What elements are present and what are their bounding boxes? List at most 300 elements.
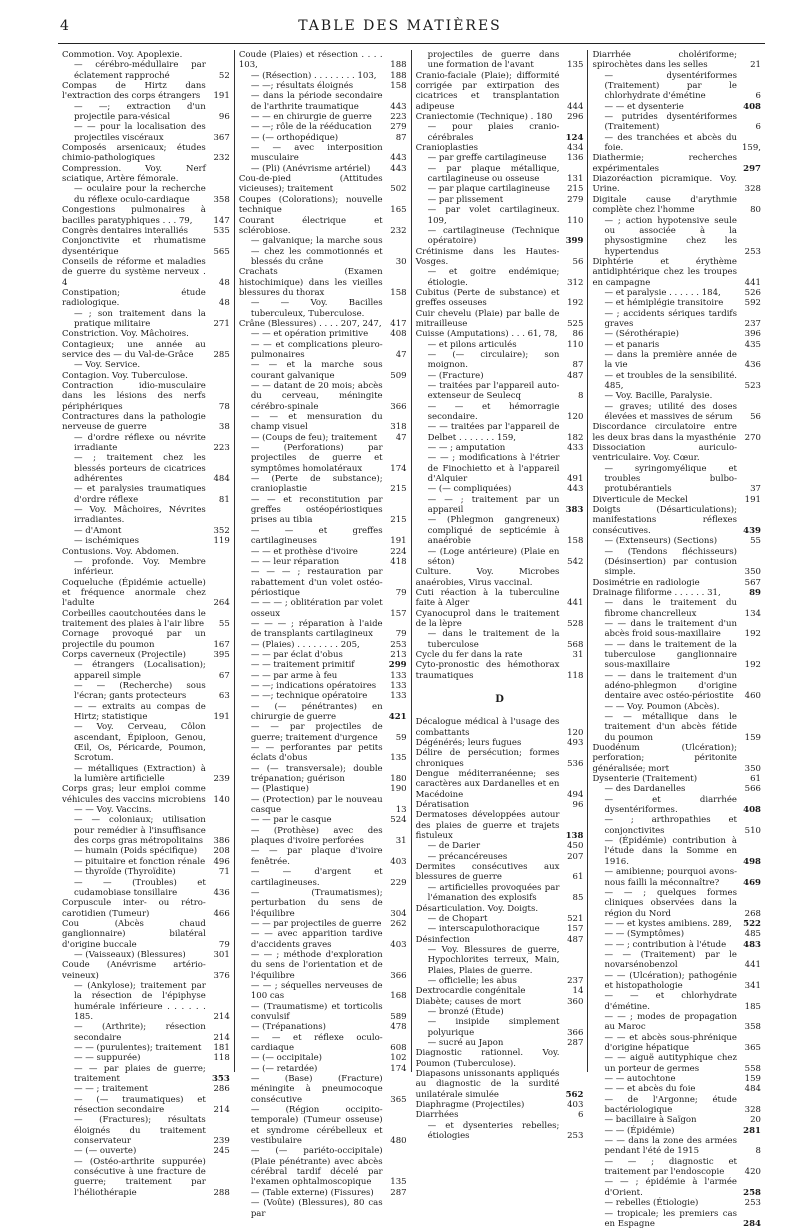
entry-text: — (Perte de substance); cranioplastie bbox=[251, 474, 383, 494]
entry-text: Décalogue médical à l'usage des combattants bbox=[416, 717, 560, 737]
index-entry bbox=[592, 929, 761, 939]
entry-text: — — Voy. Poumon (Abcès). bbox=[604, 702, 719, 712]
entry-text: — — par projectiles de guerre; traitement d'urgence bbox=[251, 722, 383, 742]
entry-text: — ischémiques bbox=[74, 536, 139, 546]
entry-text: Contagion. Voy. Tuberculose. bbox=[62, 371, 188, 381]
index-entry bbox=[239, 267, 407, 298]
entry-text: Culture. Voy. Microbes anaérobies, Virus vaccinal. bbox=[416, 567, 560, 587]
entry-text: Désinfection bbox=[416, 935, 470, 945]
entry-text: — — en chirurgie de guerre bbox=[251, 112, 372, 122]
entry-page: 281 bbox=[743, 1126, 761, 1136]
entry-page: 181 bbox=[213, 1043, 229, 1053]
index-entry bbox=[592, 71, 761, 102]
entry-text: — (Ostéo-arthrite suppurée) consécutive à une fracture de guerre; traitement par l'héliothérapie bbox=[74, 1157, 206, 1198]
entry-text: — (— pénétrantes) en chirurgie de guerre bbox=[251, 702, 383, 722]
entry-page: 328 bbox=[745, 1105, 761, 1115]
index-entry bbox=[416, 997, 584, 1007]
entry-text: Délire de persécution; formes chroniques bbox=[416, 748, 560, 768]
entry-page: 487 bbox=[567, 935, 583, 945]
entry-text: — — (Troubles) et cudamobiase tonsillaire bbox=[74, 878, 206, 898]
index-entry bbox=[239, 81, 407, 91]
entry-page: 535 bbox=[213, 226, 229, 236]
entry-text: — — ; quelques formes cliniques observées dans la région du Nord bbox=[604, 888, 737, 919]
entry-text: — de Darier bbox=[428, 841, 480, 851]
entry-page: 396 bbox=[745, 329, 761, 339]
entry-page: 192 bbox=[567, 298, 583, 308]
entry-text: — (— compliquées) bbox=[428, 484, 512, 494]
entry-page: 285 bbox=[213, 350, 229, 360]
entry-page: 441 bbox=[567, 598, 583, 608]
entry-page: 253 bbox=[567, 1131, 583, 1141]
entry-page: 71 bbox=[219, 867, 230, 877]
entry-text: — — Voy. Bacilles tuberculeux, Tuberculose. bbox=[251, 298, 383, 318]
index-entry bbox=[592, 443, 761, 464]
entry-text: — dans le traitement de la tuberculose bbox=[428, 629, 560, 649]
index-entry bbox=[592, 743, 761, 774]
index-entry bbox=[62, 526, 230, 536]
index-entry bbox=[239, 474, 407, 495]
entry-text: Cornage provoqué par un projectile du poumon bbox=[62, 629, 206, 649]
entry-text: — métalliques (Extraction) à la lumière artificielle bbox=[74, 764, 206, 784]
index-entry bbox=[239, 329, 407, 339]
index-entry bbox=[416, 495, 584, 516]
entry-page: 443 bbox=[567, 484, 583, 494]
index-entry bbox=[239, 1198, 407, 1219]
entry-page: 439 bbox=[743, 526, 761, 536]
entry-page: 87 bbox=[573, 360, 584, 370]
index-entry bbox=[62, 340, 230, 361]
entry-page: 8 bbox=[578, 391, 583, 401]
entry-text: Désarticulation. Voy. Doigts. bbox=[416, 904, 538, 914]
entry-page: 138 bbox=[566, 831, 584, 841]
entry-page: 188 bbox=[390, 71, 406, 81]
entry-text: — et pilons articulés bbox=[428, 340, 517, 350]
entry-page: 403 bbox=[390, 940, 406, 950]
entry-text: — traitées par l'appareil auto-extenseur de Seulecq bbox=[428, 381, 560, 401]
index-entry bbox=[592, 1209, 761, 1229]
entry-page: 450 bbox=[567, 841, 583, 851]
entry-page: 158 bbox=[390, 288, 406, 298]
entry-text: Cranioplasties bbox=[416, 143, 478, 153]
entry-text: — amibienne; pourquoi avons-nous failli la méconnaître? bbox=[604, 867, 737, 887]
entry-page: 133 bbox=[390, 691, 406, 701]
entry-text: — dysentériformes (Traitement) par le chlorhydrate d'émétine bbox=[604, 71, 737, 102]
entry-page: 135 bbox=[390, 753, 406, 763]
index-entry bbox=[239, 557, 407, 567]
entry-page: 376 bbox=[213, 971, 229, 981]
entry-page: 443 bbox=[390, 153, 406, 163]
index-entry bbox=[416, 112, 584, 122]
entry-page: 232 bbox=[213, 153, 229, 163]
entry-page: 366 bbox=[567, 1028, 583, 1038]
entry-text: — et paralysie . . . . . . 184, bbox=[604, 288, 720, 298]
entry-text: — par plaque cartilagineuse bbox=[428, 184, 550, 194]
entry-page: 245 bbox=[213, 1146, 229, 1156]
entry-page: 399 bbox=[566, 236, 584, 246]
index-entry bbox=[239, 795, 407, 816]
entry-page: 279 bbox=[390, 122, 406, 132]
index-entry bbox=[592, 422, 761, 443]
entry-page: 525 bbox=[567, 319, 583, 329]
entry-text: — (Plastique) bbox=[251, 784, 309, 794]
index-entry bbox=[239, 1033, 407, 1054]
index-entry bbox=[62, 609, 230, 630]
entry-text: — par plaque métallique, cartilagineuse ou osseuse bbox=[428, 164, 560, 184]
entry-text: — Voy. Cerveau, Côlon ascendant, Épiploon, Genou, Œil, Os, Péricarde, Poumon, Scrotum. bbox=[74, 722, 206, 763]
entry-page: 443 bbox=[390, 102, 406, 112]
index-entry bbox=[416, 883, 584, 904]
entry-text: — — — ; oblitération par volet osseux bbox=[251, 598, 383, 618]
index-entry bbox=[592, 288, 761, 298]
index-entry bbox=[416, 1017, 584, 1038]
index-entry bbox=[239, 319, 407, 329]
entry-page: 192 bbox=[745, 660, 761, 670]
entry-page: 87 bbox=[396, 133, 407, 143]
index-entry bbox=[416, 329, 584, 339]
entry-page: 469 bbox=[743, 878, 761, 888]
entry-text: — graves; utilité des doses élevées et massives de sérum bbox=[604, 402, 737, 422]
index-entry bbox=[592, 578, 761, 588]
index-entry bbox=[239, 360, 407, 381]
entry-page: 510 bbox=[745, 826, 761, 836]
entry-text: — des tranchées et abcès du foie. bbox=[604, 133, 737, 153]
entry-page: 56 bbox=[750, 412, 761, 422]
entry-text: — — suppurée) bbox=[74, 1053, 140, 1063]
entry-text: — (Sérothérapie) bbox=[604, 329, 679, 339]
entry-page: 191 bbox=[745, 495, 761, 505]
entry-text: — Voy. Service. bbox=[74, 360, 140, 370]
entry-page: 566 bbox=[745, 784, 761, 794]
entry-page: 480 bbox=[390, 1136, 406, 1146]
entry-text: — dans la première année de la vie bbox=[604, 350, 737, 370]
entry-page: 434 bbox=[567, 143, 583, 153]
entry-page: 135 bbox=[567, 60, 583, 70]
entry-page: 328 bbox=[745, 184, 761, 194]
index-entry bbox=[592, 133, 761, 154]
entry-page: 157 bbox=[390, 609, 406, 619]
index-entry bbox=[416, 247, 584, 268]
index-entry bbox=[239, 443, 407, 474]
index-entry bbox=[62, 205, 230, 226]
entry-text: — — traitement primitif bbox=[251, 660, 355, 670]
index-entry bbox=[592, 836, 761, 867]
entry-text: — — ; contribution à l'étude bbox=[604, 940, 726, 950]
entry-page: 232 bbox=[390, 226, 406, 236]
index-entry bbox=[62, 764, 230, 785]
index-entry bbox=[416, 852, 584, 862]
index-entry bbox=[416, 986, 584, 996]
index-entry bbox=[416, 453, 584, 484]
entry-text: Conjonctivite et rhumatisme dysentérique bbox=[62, 236, 206, 256]
entry-text: Diazoréaction picramique. Voy. Urine. bbox=[592, 174, 737, 194]
entry-page: 460 bbox=[745, 691, 761, 701]
entry-text: — — avec interposition musculaire bbox=[251, 143, 383, 163]
index-entry bbox=[416, 122, 584, 143]
entry-page: 297 bbox=[743, 164, 761, 174]
entry-text: — — ; diagnostic et traitement par l'endoscopie bbox=[604, 1157, 737, 1177]
entry-text: Dératisation bbox=[416, 800, 470, 810]
entry-text: — thyroïde (Thyroïdite) bbox=[74, 867, 176, 877]
entry-text: — ; action hypotensive seule ou associée à la physostigmine chez les hypertendus bbox=[604, 216, 737, 257]
entry-page: 296 bbox=[567, 112, 583, 122]
index-entry bbox=[239, 1188, 407, 1198]
index-entry bbox=[239, 216, 407, 237]
entry-text: — — extraits au compas de Hirtz; statistique bbox=[74, 702, 206, 722]
entry-page: 288 bbox=[213, 1188, 229, 1198]
entry-text: — de Chopart bbox=[428, 914, 488, 924]
index-entry bbox=[416, 810, 584, 841]
entry-page: 110 bbox=[567, 340, 583, 350]
index-entry bbox=[592, 774, 761, 784]
index-entry bbox=[416, 862, 584, 883]
entry-text: Constriction. Voy. Mâchoires. bbox=[62, 329, 189, 339]
entry-page: 287 bbox=[390, 1188, 406, 1198]
index-entry bbox=[416, 371, 584, 381]
index-entry bbox=[239, 1022, 407, 1032]
entry-page: 491 bbox=[567, 474, 583, 484]
entry-page: 158 bbox=[390, 81, 406, 91]
index-entry bbox=[416, 226, 584, 247]
entry-text: — (— orthopédique) bbox=[251, 133, 338, 143]
entry-page: 31 bbox=[573, 650, 584, 660]
page-header bbox=[0, 18, 800, 38]
index-entry bbox=[62, 784, 230, 805]
entry-page: 494 bbox=[567, 790, 583, 800]
entry-text: Cycle du fer dans la rate bbox=[416, 650, 523, 660]
entry-text: — (Protection) par le nouveau casque bbox=[251, 795, 383, 815]
entry-text: Crétinisme dans les Hautes-Vosges. bbox=[416, 247, 560, 267]
index-entry bbox=[62, 433, 230, 454]
entry-text: — et hémiplégie transitoire bbox=[604, 298, 723, 308]
index-entry bbox=[239, 433, 407, 443]
index-entry bbox=[592, 547, 761, 578]
entry-text: — oculaire pour la recherche du réflexe oculo-cardiaque bbox=[74, 184, 206, 204]
entry-text: — cartilagineuse (Technique opératoire) bbox=[428, 226, 560, 246]
entry-text: — humain (Poids spécifique) bbox=[74, 846, 197, 856]
index-entry bbox=[62, 102, 230, 123]
entry-page: 420 bbox=[745, 1167, 761, 1177]
entry-page: 182 bbox=[567, 433, 583, 443]
entry-page: 20 bbox=[750, 1115, 761, 1125]
index-entry bbox=[239, 619, 407, 640]
entry-text: Discordance circulatoire entre les deux bras dans la myasthénie bbox=[592, 422, 737, 442]
entry-page: 433 bbox=[567, 443, 583, 453]
entry-text: Dosimétrie en radiologie bbox=[592, 578, 699, 588]
entry-text: Diapasons unissonants appliqués au diagnostic de la surdité unilatérale simulée bbox=[416, 1069, 560, 1100]
entry-text: — ; traitement chez les blessés porteurs de cicatrices adhérentes bbox=[74, 453, 206, 484]
entry-text: — d'Amont bbox=[74, 526, 121, 536]
entry-page: 188 bbox=[390, 60, 406, 70]
entry-page: 55 bbox=[219, 619, 230, 629]
entry-text: — (Coups de feu); traitement bbox=[251, 433, 377, 443]
index-entry bbox=[62, 329, 230, 339]
index-columns bbox=[58, 50, 765, 1072]
entry-text: — ; son traitement dans la pratique militaire bbox=[74, 309, 206, 329]
entry-page: 223 bbox=[213, 443, 229, 453]
index-entry bbox=[592, 1126, 761, 1136]
entry-page: 608 bbox=[390, 1043, 406, 1053]
entry-page: 214 bbox=[213, 1012, 229, 1022]
entry-text: Cyanocuprol dans le traitement de la lèpre bbox=[416, 609, 560, 629]
entry-text: — — et greffes cartilagineuses bbox=[251, 526, 383, 546]
index-entry bbox=[62, 164, 230, 185]
entry-text: — (— retardée) bbox=[251, 1064, 318, 1074]
index-entry bbox=[592, 102, 761, 112]
entry-page: 441 bbox=[745, 960, 761, 970]
entry-text: Conseils de réforme et maladies de guerre du système nerveux . 4 bbox=[62, 257, 206, 288]
index-entry bbox=[592, 867, 761, 888]
entry-page: 299 bbox=[389, 660, 407, 670]
entry-page: 79 bbox=[396, 588, 407, 598]
entry-text: — — et opération primitive bbox=[251, 329, 368, 339]
entry-text: Coqueluche (Épidémie actuelle) et fréquence anormale chez l'adulte bbox=[62, 578, 206, 609]
index-entry bbox=[592, 619, 761, 640]
entry-text: — insipide simplement polyurique bbox=[428, 1017, 560, 1037]
entry-text: — artificielles provoquées par l'émanation des explosifs bbox=[428, 883, 560, 903]
index-entry bbox=[62, 1157, 230, 1198]
entry-page: 341 bbox=[745, 981, 761, 991]
index-entry bbox=[592, 1012, 761, 1033]
entry-page: 403 bbox=[390, 857, 406, 867]
entry-page: 502 bbox=[390, 184, 406, 194]
index-entry bbox=[592, 391, 761, 401]
entry-text: — —; rôle de la rééducation bbox=[251, 122, 372, 132]
entry-text: — (Perforations) par projectiles de guerre et symptômes homolatéraux bbox=[251, 443, 383, 474]
index-entry bbox=[62, 878, 230, 899]
entry-page: 13 bbox=[396, 805, 407, 815]
index-entry bbox=[62, 547, 230, 557]
entry-text: Cubitus (Perte de substance) et greffes osseuses bbox=[416, 288, 560, 308]
index-entry bbox=[416, 205, 584, 226]
entry-text: Congrès dentaires interalliés bbox=[62, 226, 188, 236]
index-column-2 bbox=[235, 50, 412, 1072]
index-entry bbox=[592, 640, 761, 671]
entry-text: — (— traumatiques) et résection secondaire bbox=[74, 1095, 206, 1115]
entry-page: 408 bbox=[743, 805, 761, 815]
entry-page: 493 bbox=[567, 738, 583, 748]
entry-text: — (— pariéto-occipitale) (Plaie pénétrante) avec abcès cérébral tardif décelé par l'examen ophtalmoscopique bbox=[251, 1146, 383, 1187]
entry-text: Diaphragme (Projectiles) bbox=[416, 1100, 525, 1110]
entry-text: Crachats (Examen histochimique) dans les vieilles blessures du thorax bbox=[239, 267, 383, 298]
entry-page: 14 bbox=[573, 986, 584, 996]
entry-page: 118 bbox=[213, 1053, 229, 1063]
entry-text: — et goitre endémique; étiologie. bbox=[428, 267, 560, 287]
entry-page: 167 bbox=[213, 640, 229, 650]
entry-text: — putrides dysentériformes (Traitement) bbox=[604, 112, 737, 132]
entry-page: 262 bbox=[390, 919, 406, 929]
entry-page: 522 bbox=[743, 919, 761, 929]
entry-text: projectiles de guerre dans une formation de l'avant bbox=[428, 50, 560, 70]
entry-text: — — (Traitement) par le novarsénobenzol bbox=[604, 950, 737, 970]
entry-text: Contractures dans la pathologie nerveuse de guerre bbox=[62, 412, 206, 432]
entry-page: 542 bbox=[567, 557, 583, 567]
entry-page: 8 bbox=[756, 1146, 761, 1156]
entry-text: — — et complications pleuro-pulmonaires bbox=[251, 340, 383, 360]
entry-page: 38 bbox=[219, 422, 230, 432]
entry-page: 192 bbox=[745, 629, 761, 639]
entry-page: 352 bbox=[213, 526, 229, 536]
entry-text: — (Région occipito-temporale) (Tumeur osseuse) et syndrome cérébelleux et vestibulaire bbox=[251, 1105, 383, 1146]
index-entry bbox=[62, 1022, 230, 1043]
index-entry bbox=[592, 784, 761, 794]
index-entry bbox=[239, 412, 407, 433]
entry-page: 124 bbox=[566, 133, 584, 143]
entry-page: 358 bbox=[213, 195, 229, 205]
entry-page: 191 bbox=[213, 91, 229, 101]
entry-text: — — pour la localisation des projectiles viscéraux bbox=[74, 122, 206, 142]
index-entry bbox=[62, 288, 230, 309]
entry-page: 521 bbox=[567, 914, 583, 924]
entry-page: 386 bbox=[213, 836, 229, 846]
entry-page: 568 bbox=[567, 640, 583, 650]
index-entry bbox=[416, 484, 584, 494]
entry-page: 271 bbox=[213, 319, 229, 329]
index-entry bbox=[592, 991, 761, 1012]
entry-text: — — ; séquelles nerveuses de 100 cas bbox=[251, 981, 383, 1001]
entry-page: 89 bbox=[749, 588, 761, 598]
entry-text: — et panaris bbox=[604, 340, 659, 350]
index-entry bbox=[62, 815, 230, 846]
entry-page: 350 bbox=[745, 764, 761, 774]
entry-page: 48 bbox=[219, 278, 230, 288]
entry-page: 79 bbox=[219, 940, 230, 950]
entry-page: 418 bbox=[390, 557, 406, 567]
index-entry bbox=[592, 340, 761, 350]
entry-text: Corps caverneux (Projectile) bbox=[62, 650, 186, 660]
entry-text: — — ; traitement bbox=[74, 1084, 148, 1094]
entry-page: 523 bbox=[745, 381, 761, 391]
index-entry bbox=[62, 184, 230, 205]
entry-page: 237 bbox=[745, 319, 761, 329]
entry-page: 239 bbox=[213, 774, 229, 784]
index-entry bbox=[62, 360, 230, 370]
index-entry bbox=[592, 174, 761, 195]
index-entry bbox=[416, 1048, 584, 1069]
entry-text: — profonde. Voy. Membre inférieur. bbox=[74, 557, 206, 577]
entry-page: 403 bbox=[567, 1100, 583, 1110]
index-entry bbox=[592, 795, 761, 816]
entry-page: 395 bbox=[213, 650, 229, 660]
entry-text: — — et kystes amibiens. 289, bbox=[604, 919, 731, 929]
index-entry bbox=[592, 1198, 761, 1208]
index-entry bbox=[592, 1136, 761, 1157]
entry-page: 253 bbox=[390, 640, 406, 650]
index-entry bbox=[416, 340, 584, 350]
entry-text: Cranio-faciale (Plaie); difformité corrigée par extirpation des cicatrices et transplantation adipeuse bbox=[416, 71, 560, 112]
entry-page: 140 bbox=[213, 795, 229, 805]
index-entry bbox=[239, 236, 407, 267]
entry-page: 213 bbox=[390, 650, 406, 660]
entry-page: 526 bbox=[745, 288, 761, 298]
header-rule bbox=[58, 43, 765, 44]
entry-text: Dengue méditerranéenne; ses caractères aux Dardanelles et en Macédoine bbox=[416, 769, 560, 800]
index-entry bbox=[416, 1121, 584, 1142]
index-entry bbox=[62, 557, 230, 578]
entry-text: Coude (Plaies) et résection . . . . 103, bbox=[239, 50, 383, 70]
entry-page: 208 bbox=[213, 846, 229, 856]
entry-page: 367 bbox=[213, 133, 229, 143]
index-entry bbox=[416, 738, 584, 748]
index-entry bbox=[62, 650, 230, 660]
index-entry bbox=[62, 1084, 230, 1094]
entry-text: — cérébro-médullaire par éclatement rapproché bbox=[74, 60, 206, 80]
index-entry bbox=[239, 681, 407, 691]
entry-page: 478 bbox=[390, 1022, 406, 1032]
index-column-4 bbox=[588, 50, 765, 1072]
entry-text: Corps gras; leur emploi comme véhicules des vaccins microbiens bbox=[62, 784, 206, 804]
index-entry bbox=[62, 702, 230, 723]
entry-text: — (Fracture) bbox=[428, 371, 484, 381]
